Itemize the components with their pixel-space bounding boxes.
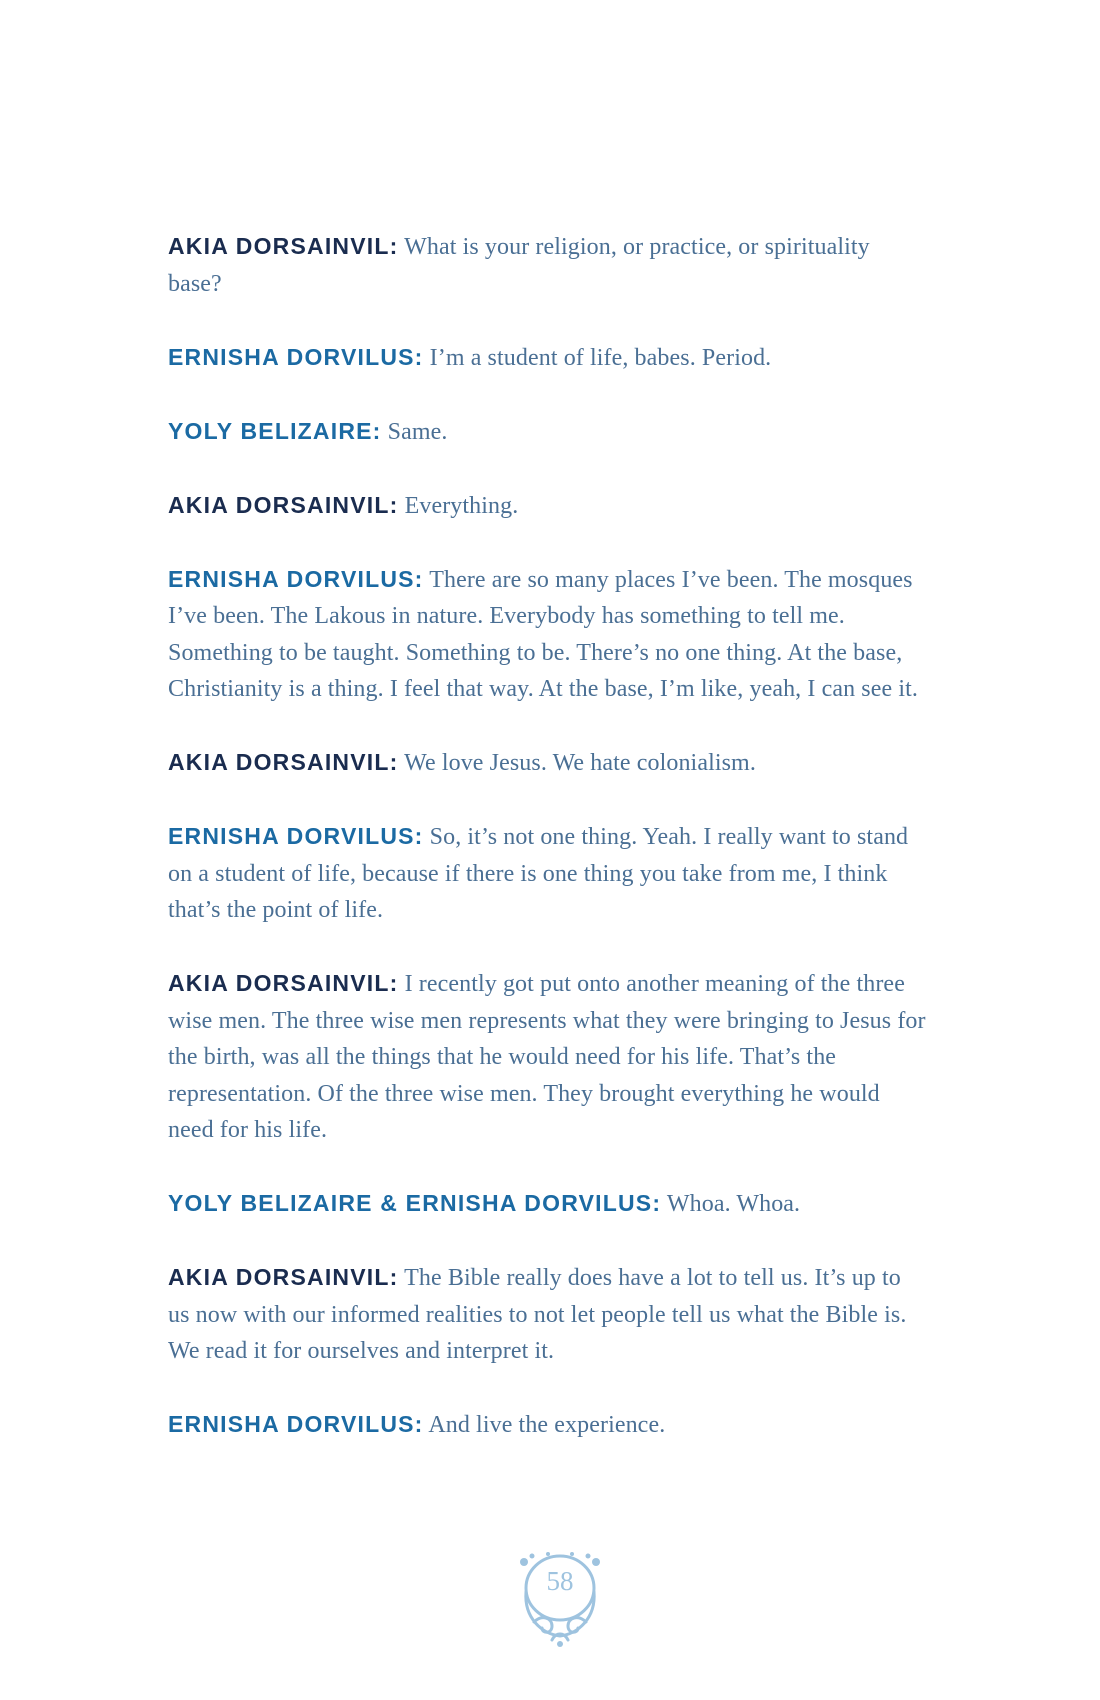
- speaker-name: YOLY BELIZAIRE & ERNISHA DORVILUS:: [168, 1190, 662, 1216]
- speech-text: So, it’s not one thing. Yeah. I really want to stand on a student of life, because if there is one thing you take from me, I think that’s the point of life.: [168, 824, 909, 923]
- dialogue-turn: [168, 228, 928, 302]
- scroll-ornament-icon: [512, 1548, 608, 1648]
- speaker-name: AKIA DORSAINVIL:: [168, 970, 399, 996]
- speech-text: And live the experience.: [428, 1412, 666, 1438]
- dialogue-turn: [168, 487, 928, 525]
- speech-text: What is your religion, or practice, or spirituality base?: [168, 234, 870, 297]
- speaker-name: AKIA DORSAINVIL:: [168, 233, 399, 259]
- dialogue-turn: [168, 1185, 928, 1223]
- speaker-name: ERNISHA DORVILUS:: [168, 823, 424, 849]
- dialogue-turn: [168, 1259, 928, 1370]
- speech-text: Same.: [387, 418, 448, 445]
- speech-text: I’m a student of life, babes. Period.: [429, 344, 772, 371]
- dialogue-turn: [168, 965, 928, 1149]
- speaker-name: ERNISHA DORVILUS:: [168, 343, 424, 370]
- dialogue-turn: [168, 818, 928, 929]
- speaker-name: AKIA DORSAINVIL:: [168, 1264, 399, 1290]
- speech-text: Everything.: [404, 492, 519, 519]
- speech-text: I recently got put onto another meaning of the three wise men. The three wise men represents what they were bringing to Jesus for the birth, was all the things that he would need for his life. That’s the representation. Of the three wise men. They brought everything he would need for his life.: [168, 971, 926, 1143]
- dialogue-turn: [168, 561, 928, 708]
- dialogue-turn: [168, 744, 928, 782]
- speech-text: The Bible really does have a lot to tell us. It’s up to us now with our informed realities to not let people tell us what the Bible is. We read it for ourselves and interpret it.: [168, 1265, 907, 1364]
- speech-text: There are so many places I’ve been. The mosques I’ve been. The Lakous in nature. Everybody has something to tell me. Something to be taught. Something to be. There’s no one thing. At the base, Christianity is a thing. I feel that way. At the base, I’m like, yeah, I can see it.: [168, 566, 918, 702]
- speaker-name: YOLY BELIZAIRE:: [168, 417, 382, 444]
- dialogue-turn: [168, 1406, 928, 1444]
- speech-text: Whoa. Whoa.: [666, 1191, 801, 1217]
- speaker-name: ERNISHA DORVILUS:: [168, 1411, 424, 1437]
- dialogue-turn: [168, 339, 928, 377]
- speaker-name: AKIA DORSAINVIL:: [168, 749, 399, 775]
- transcript: [168, 228, 928, 1480]
- page-number: 58: [546, 1566, 574, 1596]
- dialogue-turn: [168, 413, 928, 451]
- speech-text: We love Jesus. We hate colonialism.: [404, 750, 756, 776]
- speaker-name: AKIA DORSAINVIL:: [168, 491, 399, 518]
- speaker-name: ERNISHA DORVILUS:: [168, 565, 424, 592]
- page-number-ornament: [512, 1548, 608, 1648]
